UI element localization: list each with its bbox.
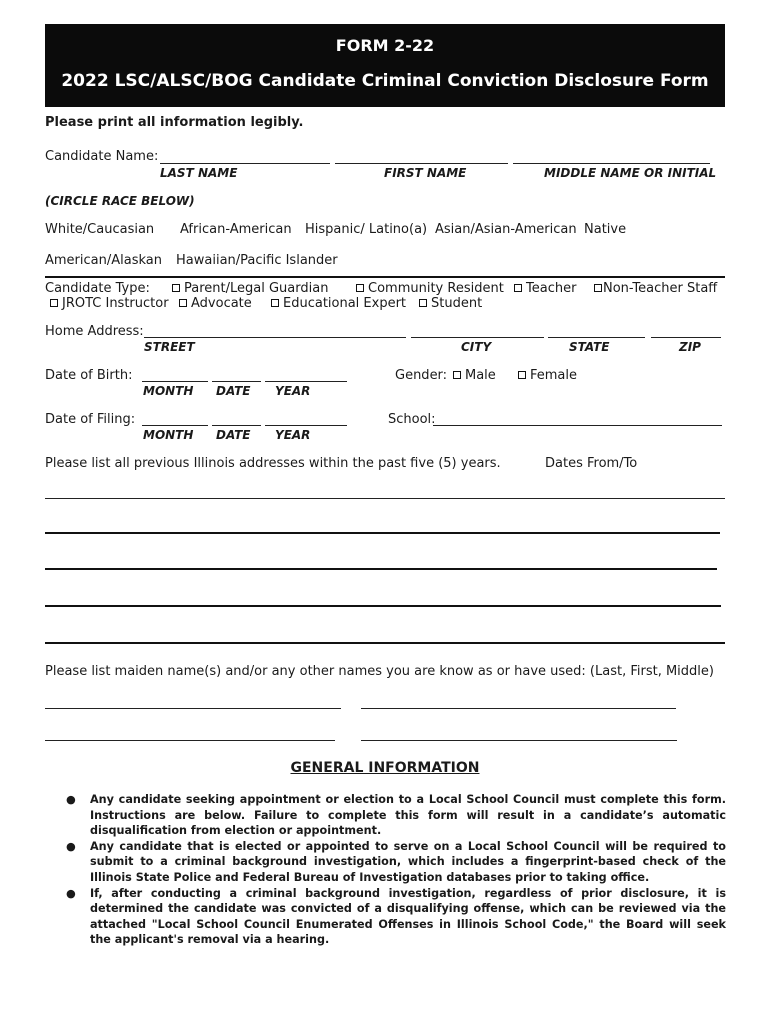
type-parent-option[interactable]: Parent/Legal Guardian xyxy=(172,281,328,296)
filing-date-caption: DATE xyxy=(216,428,251,442)
dob-date-caption: DATE xyxy=(216,384,251,398)
dob-year-field[interactable] xyxy=(265,381,347,382)
dob-year-caption: YEAR xyxy=(275,384,311,398)
gender-male-option[interactable]: Male xyxy=(453,368,496,383)
other-name-field[interactable] xyxy=(361,708,676,709)
bullet-icon: ● xyxy=(66,793,76,806)
candidate-type-label: Candidate Type: xyxy=(45,281,150,296)
race-option-hawaiian[interactable]: Hawaiian/Pacific Islander xyxy=(176,253,338,268)
checkbox-icon[interactable] xyxy=(419,299,427,307)
maiden-names-label: Please list maiden name(s) and/or any other names you are know as or have used: (Last, First, Middle) xyxy=(45,664,714,679)
race-option-asian[interactable]: Asian/Asian-American xyxy=(435,222,577,237)
city-field[interactable] xyxy=(411,337,544,338)
dob-date-field[interactable] xyxy=(212,381,261,382)
previous-address-line[interactable] xyxy=(45,642,725,644)
state-caption: STATE xyxy=(569,340,610,354)
type-community-option[interactable]: Community Resident xyxy=(356,281,504,296)
bullet-icon: ● xyxy=(66,839,76,853)
gender-label: Gender: xyxy=(395,368,448,383)
dob-month-caption: MONTH xyxy=(143,384,194,398)
race-option-white[interactable]: White/Caucasian xyxy=(45,222,155,237)
form-title: 2022 LSC/ALSC/BOG Candidate Criminal Conviction Disclosure Form xyxy=(61,71,709,91)
zip-field[interactable] xyxy=(651,337,721,338)
filing-year-field[interactable] xyxy=(265,425,347,426)
city-caption: CITY xyxy=(461,340,492,354)
checkbox-icon[interactable] xyxy=(518,371,526,379)
type-student-option[interactable]: Student xyxy=(419,296,482,311)
type-teacher-option[interactable]: Teacher xyxy=(514,281,576,296)
previous-address-line[interactable] xyxy=(45,605,721,607)
gender-female-option[interactable]: Female xyxy=(518,368,577,383)
checkbox-icon[interactable] xyxy=(50,299,58,307)
race-heading: (CIRCLE RACE BELOW) xyxy=(45,194,195,208)
previous-address-line[interactable] xyxy=(45,532,720,534)
previous-addresses-label: Please list all previous Illinois addresses within the past five (5) years. xyxy=(45,456,501,471)
dob-label: Date of Birth: xyxy=(45,368,133,383)
filing-label: Date of Filing: xyxy=(45,412,136,427)
list-item: ● If, after conducting a criminal background investigation, regardless of prior disclosure, it is determined the candidate was convicted of a disqualifying offense, which can be reviewed via the attached "Local School Council Enumerated Offenses in Illinois School Code," the Board will seek the applicant's removal via a hearing. xyxy=(66,886,726,947)
instruction-text: Please print all information legibly. xyxy=(45,115,304,130)
general-information-list xyxy=(62,792,726,948)
checkbox-icon[interactable] xyxy=(356,284,364,292)
dob-month-field[interactable] xyxy=(142,381,208,382)
general-information-heading: GENERAL INFORMATION xyxy=(290,760,480,776)
checkbox-icon[interactable] xyxy=(179,299,187,307)
zip-caption: ZIP xyxy=(679,340,701,354)
first-name-caption: FIRST NAME xyxy=(384,166,467,180)
checkbox-icon[interactable] xyxy=(271,299,279,307)
dates-from-to-label: Dates From/To xyxy=(545,456,638,471)
list-item: ● Any candidate seeking appointment or election to a Local School Council must complete this form. Instructions are below. Failure to complete this form will result in a candidate’s automatic disqualification from election or appointment. xyxy=(66,793,726,838)
street-field[interactable] xyxy=(144,337,406,338)
home-address-label: Home Address: xyxy=(45,324,144,339)
filing-month-field[interactable] xyxy=(142,425,208,426)
checkbox-icon[interactable] xyxy=(172,284,180,292)
first-name-field[interactable] xyxy=(335,163,508,164)
previous-address-line[interactable] xyxy=(45,498,725,499)
checkbox-icon[interactable] xyxy=(514,284,522,292)
previous-address-line[interactable] xyxy=(45,568,717,570)
race-option-native[interactable]: Native xyxy=(584,222,627,237)
filing-month-caption: MONTH xyxy=(143,428,194,442)
school-field[interactable] xyxy=(433,425,722,426)
last-name-field[interactable] xyxy=(160,163,330,164)
state-field[interactable] xyxy=(548,337,645,338)
candidate-name-label: Candidate Name: xyxy=(45,149,159,164)
school-label: School: xyxy=(388,412,436,427)
section-divider xyxy=(45,276,725,278)
middle-name-field[interactable] xyxy=(513,163,710,164)
filing-date-field[interactable] xyxy=(212,425,261,426)
list-item: ● Any candidate that is elected or appointed to serve on a Local School Council will be required to submit to a criminal background investigation, which includes a fingerprint-based check of the Illinois State Police and Federal Bureau of Investigation databases prior to taking office. xyxy=(66,839,726,884)
type-jrotc-option[interactable]: JROTC Instructor xyxy=(50,296,169,311)
form-header xyxy=(45,24,725,107)
street-caption: STREET xyxy=(144,340,195,354)
other-name-field[interactable] xyxy=(45,740,335,741)
race-option-hispanic[interactable]: Hispanic/ Latino(a) xyxy=(305,222,428,237)
checkbox-icon[interactable] xyxy=(453,371,461,379)
type-advocate-option[interactable]: Advocate xyxy=(179,296,252,311)
other-name-field[interactable] xyxy=(361,740,677,741)
race-option-african-american[interactable]: African-American xyxy=(180,222,292,237)
middle-name-caption: MIDDLE NAME OR INITIAL xyxy=(544,166,717,180)
last-name-caption: LAST NAME xyxy=(160,166,238,180)
type-educational-expert-option[interactable]: Educational Expert xyxy=(271,296,406,311)
bullet-icon: ● xyxy=(66,886,76,900)
race-option-american-alaskan[interactable]: American/Alaskan xyxy=(45,253,162,268)
other-name-field[interactable] xyxy=(45,708,341,709)
form-number: FORM 2-22 xyxy=(335,36,435,55)
checkbox-icon[interactable] xyxy=(594,284,602,292)
type-nonteacher-option[interactable]: Non-Teacher Staff xyxy=(594,281,717,296)
filing-year-caption: YEAR xyxy=(275,428,311,442)
